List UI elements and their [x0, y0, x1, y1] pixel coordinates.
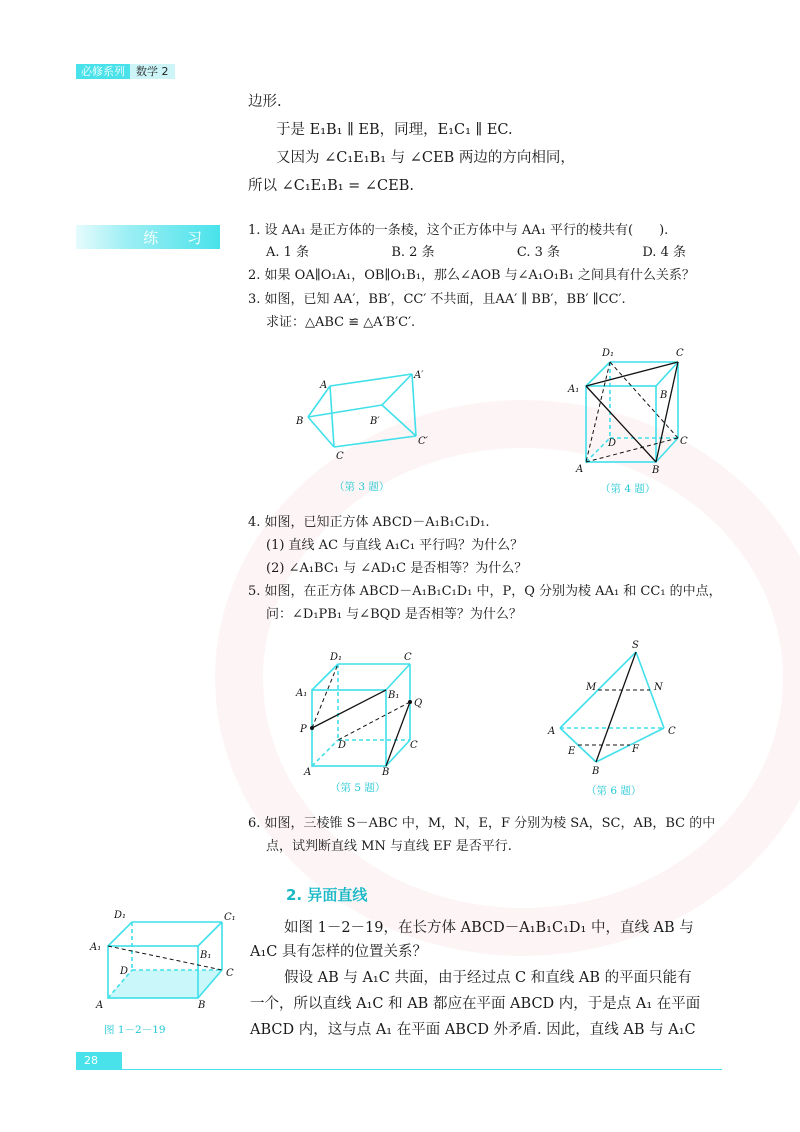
intro-line-4: 所以 ∠C₁E₁B₁ = ∠CEB. [248, 178, 414, 194]
subject-label: 数学 2 [130, 64, 175, 79]
svg-text:D: D [338, 740, 347, 751]
intro-line-1: 边形. [248, 94, 282, 110]
svg-text:D₁: D₁ [330, 652, 343, 663]
svg-text:D₁: D₁ [114, 910, 127, 921]
svg-text:B₁: B₁ [388, 690, 400, 701]
exercise-5-line-1: 5. 如图，在正方体 ABCD－A₁B₁C₁D₁ 中，P，Q 分别为棱 AA₁ 和 CC₁ 的中点， [248, 584, 722, 599]
option-c: C. 3 条 [516, 245, 561, 260]
figure-5-cube [294, 648, 434, 780]
svg-text:A₁: A₁ [90, 942, 102, 953]
svg-text:B: B [592, 766, 600, 777]
svg-text:A: A [576, 464, 584, 475]
svg-text:A: A [96, 1000, 104, 1011]
svg-text:N: N [654, 682, 663, 693]
svg-text:A: A [548, 726, 556, 737]
svg-text:E: E [568, 746, 576, 757]
exercise-banner [76, 225, 220, 249]
svg-text:C: C [404, 652, 412, 663]
figure-6-caption: （第 6 题） [586, 785, 642, 797]
figure-1-2-19-cuboid [88, 908, 248, 1016]
exercise-4-part-1: (1) 直线 AC 与直线 A₁C₁ 平行吗？为什么？ [266, 538, 524, 553]
svg-text:C: C [676, 348, 684, 359]
svg-text:S: S [632, 640, 639, 651]
svg-text:A′: A′ [414, 370, 424, 381]
exercise-5-line-2: 问：∠D₁PB₁ 与∠BQD 是否相等？为什么？ [266, 607, 522, 622]
svg-text:D: D [120, 966, 129, 977]
exercise-1: 1. 设 AA₁ 是正方体的一条棱，这个正方体中与 AA₁ 平行的棱共有( ). [248, 223, 669, 238]
svg-text:C₁: C₁ [224, 912, 236, 923]
section-para-1-line-2: A₁C 具有怎样的位置关系？ [250, 944, 427, 960]
option-b: B. 2 条 [391, 245, 435, 260]
svg-text:B: B [660, 390, 668, 401]
svg-text:A₁: A₁ [296, 688, 308, 699]
section-title: 2. 异面直线 [286, 886, 368, 904]
svg-text:A₁: A₁ [568, 384, 580, 395]
section-para-2-line-1: 假设 AB 与 A₁C 共面，由于经过点 C 和直线 AB 的平面只能有 [284, 970, 692, 986]
section-para-2-line-2: 一个，所以直线 A₁C 和 AB 都应在平面 ABCD 内，于是点 A₁ 在平面 [250, 996, 701, 1012]
option-d: D. 4 条 [642, 245, 686, 260]
svg-text:A: A [320, 380, 328, 391]
svg-text:B: B [296, 416, 304, 427]
svg-text:F: F [632, 744, 639, 755]
page-header [76, 64, 175, 79]
option-a: A. 1 条 [266, 245, 310, 260]
figure-3-caption: （第 3 题） [334, 481, 390, 493]
page-number: 28 [76, 1052, 122, 1070]
figure-5-caption: （第 5 题） [330, 782, 386, 794]
exercise-6-line-2: 点，试判断直线 MN 与直线 EF 是否平行. [266, 839, 512, 854]
figure-3-prism [290, 362, 450, 467]
section-para-2-line-3: ABCD 内，这与点 A₁ 在平面 ABCD 外矛盾. 因此，直线 AB 与 A₁C [250, 1022, 696, 1038]
svg-text:D: D [608, 438, 617, 449]
exercise-1-options [266, 244, 686, 262]
svg-text:C: C [226, 968, 234, 979]
exercise-3-line-2: 求证：△ABC ≌ △A′B′C′. [266, 315, 416, 330]
intro-line-2: 于是 E₁B₁ ∥ EB，同理，E₁C₁ ∥ EC. [276, 122, 513, 138]
exercise-4: 4. 如图，已知正方体 ABCD－A₁B₁C₁D₁. [248, 515, 490, 530]
svg-text:D₁: D₁ [602, 348, 615, 359]
svg-text:B: B [652, 465, 660, 476]
svg-text:Q: Q [414, 698, 423, 709]
exercise-6-line-1: 6. 如图，三棱锥 S－ABC 中，M，N，E，F 分别为棱 SA，SC，AB，BC 的中 [248, 816, 716, 831]
svg-text:C: C [668, 726, 676, 737]
section-para-1-line-1: 如图 1－2－19，在长方体 ABCD－A₁B₁C₁D₁ 中，直线 AB 与 [284, 920, 694, 936]
svg-text:P: P [300, 724, 307, 735]
exercise-4-part-2: (2) ∠A₁BC₁ 与 ∠AD₁C 是否相等？为什么？ [266, 561, 528, 576]
svg-text:M: M [586, 682, 597, 693]
footer-rule [122, 1069, 722, 1070]
exercise-title: 练 习 [143, 229, 214, 247]
svg-text:C: C [410, 740, 418, 751]
svg-text:A: A [304, 767, 312, 778]
svg-text:B: B [382, 767, 390, 778]
svg-text:C′: C′ [418, 436, 428, 447]
svg-text:B: B [198, 1000, 206, 1011]
exercise-2: 2. 如果 OA∥O₁A₁，OB∥O₁B₁，那么∠AOB 与∠A₁O₁B₁ 之间具有什么关系？ [248, 268, 695, 283]
figure-4-cube [566, 344, 696, 476]
svg-text:B′: B′ [370, 416, 380, 427]
series-tag: 必修系列 [76, 64, 130, 79]
svg-text:C: C [336, 451, 344, 462]
exercise-3-line-1: 3. 如图，已知 AA′，BB′，CC′ 不共面，且AA′ ∥ BB′，BB′ ∥CC′. [248, 292, 626, 307]
svg-text:B₁: B₁ [200, 950, 212, 961]
svg-text:C: C [680, 436, 688, 447]
intro-line-3: 又因为 ∠C₁E₁B₁ 与 ∠CEB 两边的方向相同， [276, 150, 575, 166]
figure-main-caption: 图 1－2－19 [104, 1024, 166, 1036]
figure-4-caption: （第 4 题） [600, 483, 656, 495]
figure-6-tetrahedron [546, 640, 686, 780]
